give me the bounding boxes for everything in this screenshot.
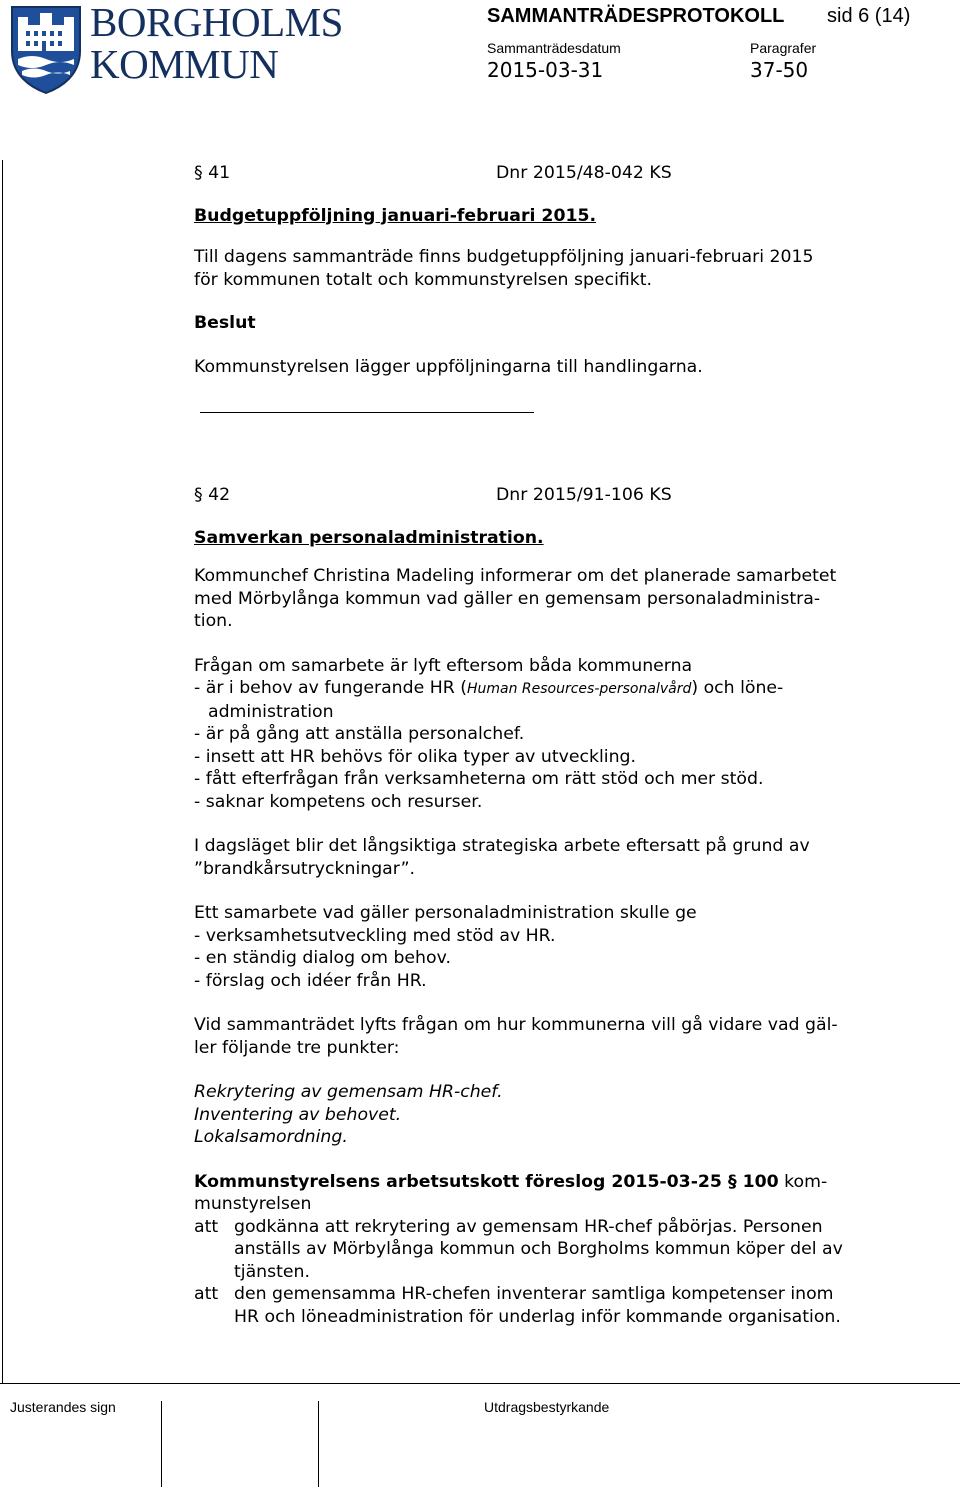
paragraph: med Mörbylånga kommun vad gäller en gemensam personaladministra- — [194, 588, 821, 609]
att-text: anställs av Mörbylånga kommun och Borgholms kommun köper del av — [234, 1239, 843, 1259]
section-number: § 41 — [194, 163, 231, 183]
att-label: att — [194, 1284, 219, 1304]
left-margin-line — [2, 160, 3, 1383]
municipality-logo — [10, 0, 343, 95]
footer-rule — [0, 1383, 960, 1384]
list-item: - förslag och idéer från HR. — [194, 970, 427, 991]
paragraph: tion. — [194, 611, 233, 631]
italic-item — [194, 1104, 914, 1127]
paragraph: ”brandkårsutryckningar”. — [194, 858, 416, 879]
section-title: Samverkan personaladministration. — [194, 527, 544, 548]
paragraphs-label: Paragrafer — [750, 40, 817, 56]
diary-number: Dnr 2015/48-042 KS — [496, 163, 672, 183]
section-title: Budgetuppföljning januari-februari 2015. — [194, 205, 597, 226]
att-clause-1 — [194, 1216, 914, 1284]
paragraph: Vid sammanträdet lyfts frågan om hur kommunerna vill gå vidare vad gäl- — [194, 1015, 838, 1035]
paragraph: I dagsläget blir det långsiktiga strategiska arbete eftersatt på grund av — [194, 836, 810, 856]
section-41-heading — [194, 162, 914, 185]
paragraph: Kommunchef Christina Madeling informerar om det planerade samarbetet — [194, 566, 837, 586]
paragraph: ler följande tre punkter: — [194, 1037, 400, 1058]
paragraph: Ett samarbete vad gäller personaladministration skulle ge — [194, 903, 697, 923]
att-text: HR och löneadministration för underlag inför kommande organisation. — [234, 1306, 841, 1327]
signature-separator — [161, 1401, 162, 1487]
signature-separator — [318, 1401, 319, 1487]
proposal — [194, 1171, 914, 1194]
paragraph: för kommunen totalt och kommunstyrelsen specifikt. — [194, 269, 653, 290]
section-divider — [200, 412, 534, 413]
section-42-heading — [194, 484, 914, 507]
list-item: administration — [208, 701, 334, 722]
section-number: § 42 — [194, 485, 231, 505]
municipality-name — [90, 1, 343, 85]
list-item: - fått efterfrågan från verksamheterna om rätt stöd och mer stöd. — [194, 769, 764, 789]
doc-title: SAMMANTRÄDESPROTOKOLL — [487, 5, 785, 27]
italic-item — [194, 1081, 914, 1104]
meeting-date-label: Sammanträdesdatum — [487, 40, 621, 56]
italic-text: Lokalsamordning. — [194, 1127, 348, 1147]
decision-text: Kommunstyrelsen lägger uppföljningarna till handlingarna. — [194, 356, 703, 377]
utdragsbestyrkande-label: Utdragsbestyrkande — [484, 1399, 610, 1415]
meeting-date-value: 2015-03-31 — [487, 58, 604, 82]
proposal-text: munstyrelsen — [194, 1194, 312, 1214]
list-item: - är på gång att anställa personalchef. — [194, 724, 525, 744]
org-name-line1: BORGHOLMS — [90, 0, 343, 45]
document-body — [194, 160, 914, 1328]
list-item: - en ständig dialog om behov. — [194, 948, 451, 968]
justerandes-sign-label: Justerandes sign — [10, 1399, 116, 1415]
att-clause-2 — [194, 1283, 914, 1328]
att-label: att — [194, 1216, 219, 1237]
list-item — [194, 677, 914, 701]
paragraph: Frågan om samarbete är lyft eftersom båda kommunerna — [194, 655, 693, 676]
att-text: tjänsten. — [234, 1261, 310, 1282]
proposal-bold: Kommunstyrelsens arbetsutskott föreslog 2015-03-25 § 100 — [194, 1171, 779, 1192]
italic-item — [194, 1126, 914, 1149]
paragraphs-value: 37-50 — [750, 58, 809, 82]
paragraph: Till dagens sammanträde finns budgetuppföljning januari-februari 2015 — [194, 247, 814, 267]
list-text: ) och löne- — [691, 678, 784, 698]
page-indicator: sid 6 (14) — [827, 5, 911, 27]
list-text: - är i behov av fungerande HR ( — [194, 678, 467, 698]
hr-expansion: Human Resources-personalvård — [466, 681, 692, 697]
diary-number: Dnr 2015/91-106 KS — [496, 485, 672, 505]
org-name-line2: KOMMUN — [90, 41, 279, 87]
decision-label: Beslut — [194, 313, 256, 333]
list-item: - insett att HR behövs för olika typer av utveckling. — [194, 746, 636, 767]
italic-text: Rekrytering av gemensam HR-chef. — [194, 1082, 503, 1102]
proposal-text: kom- — [778, 1171, 828, 1192]
list-item: - verksamhetsutveckling med stöd av HR. — [194, 925, 556, 946]
coat-of-arms-icon — [10, 3, 82, 95]
list-item: - saknar kompetens och resurser. — [194, 791, 483, 812]
att-text: den gemensamma HR-chefen inventerar samtliga kompetenser inom — [234, 1284, 834, 1304]
italic-text: Inventering av behovet. — [194, 1104, 402, 1125]
att-text: godkänna att rekrytering av gemensam HR-chef påbörjas. Personen — [234, 1216, 823, 1237]
